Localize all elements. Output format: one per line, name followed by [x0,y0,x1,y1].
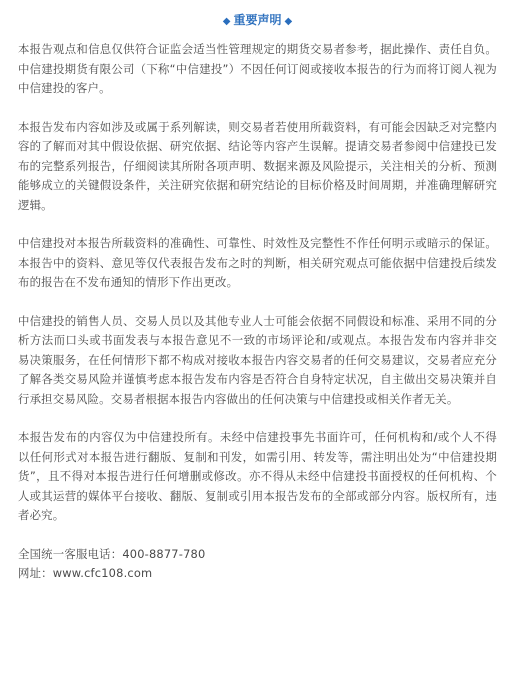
diamond-left-icon: ◆ [222,16,231,27]
hotline-text: 全国统一客服电话：400-8877-780 [18,546,206,561]
section-title-text: 重要声明 [233,13,282,27]
section-title [18,12,497,30]
diamond-right-icon: ◆ [284,16,293,27]
website-text: 网址：www.cfc108.com [18,566,153,580]
paragraph-5: 本报告发布的内容仅为中信建投所有。未经中信建投事先书面许可，任何机构和/或个人不得以任何形式对本报告进行翻版、复制和刊发，如需引用、转发等，需注明出处为“中信建投期货”，且不得对本报告进行任何增删或修改。亦不得从未经中信建投书面授权的任何机构、个人或其运营的媒体平台接收、翻版、复制或引用本报告发布的全部或部分内容。版权所有，违者必究。 [18,430,497,522]
paragraph-3: 中信建投对本报告所载资料的准确性、可靠性、时效性及完整性不作任何明示或暗示的保证。本报告中的资料、意见等仅代表报告发布之时的判断，相关研究观点可能依据中信建投后续发布的报告在不发布通知的情形下作出更改。 [18,236,497,289]
paragraph-1: 本报告观点和信息仅供符合证监会适当性管理规定的期货交易者参考，据此操作、责任自负。中信建投期货有限公司（下称“中信建投”）不因任何订阅或接收本报告的行为而将订阅人视为中信建投的客户。 [18,42,497,95]
paragraph-2: 本报告发布内容如涉及或属于系列解读，则交易者若使用所载资料，有可能会因缺乏对完整内容的了解而对其中假设依据、研究依据、结论等内容产生误解。提请交易者参阅中信建投已发布的完整系列报告，仔细阅读其所附各项声明、数据来源及风险提示，关注相关的分析、预测能够成立的关键假设条件，关注研究依据和研究结论的目标价格及时间周期，并准确理解研究逻辑。 [18,119,497,212]
paragraph-4: 中信建投的销售人员、交易人员以及其他专业人士可能会依据不同假设和标准、采用不同的分析方法而口头或书面发表与本报告意见不一致的市场评论和/或观点。本报告发布内容并非交易决策服务，在任何情形下都不构成对接收本报告内容交易者的任何交易建议，交易者应充分了解各类交易风险并谨慎考虑本报告发布内容是否符合自身特定状况，自主做出交易决策并自行承担交易风险。交易者根据本报告内容做出的任何决策与中信建投或相关作者无关。 [18,313,497,406]
